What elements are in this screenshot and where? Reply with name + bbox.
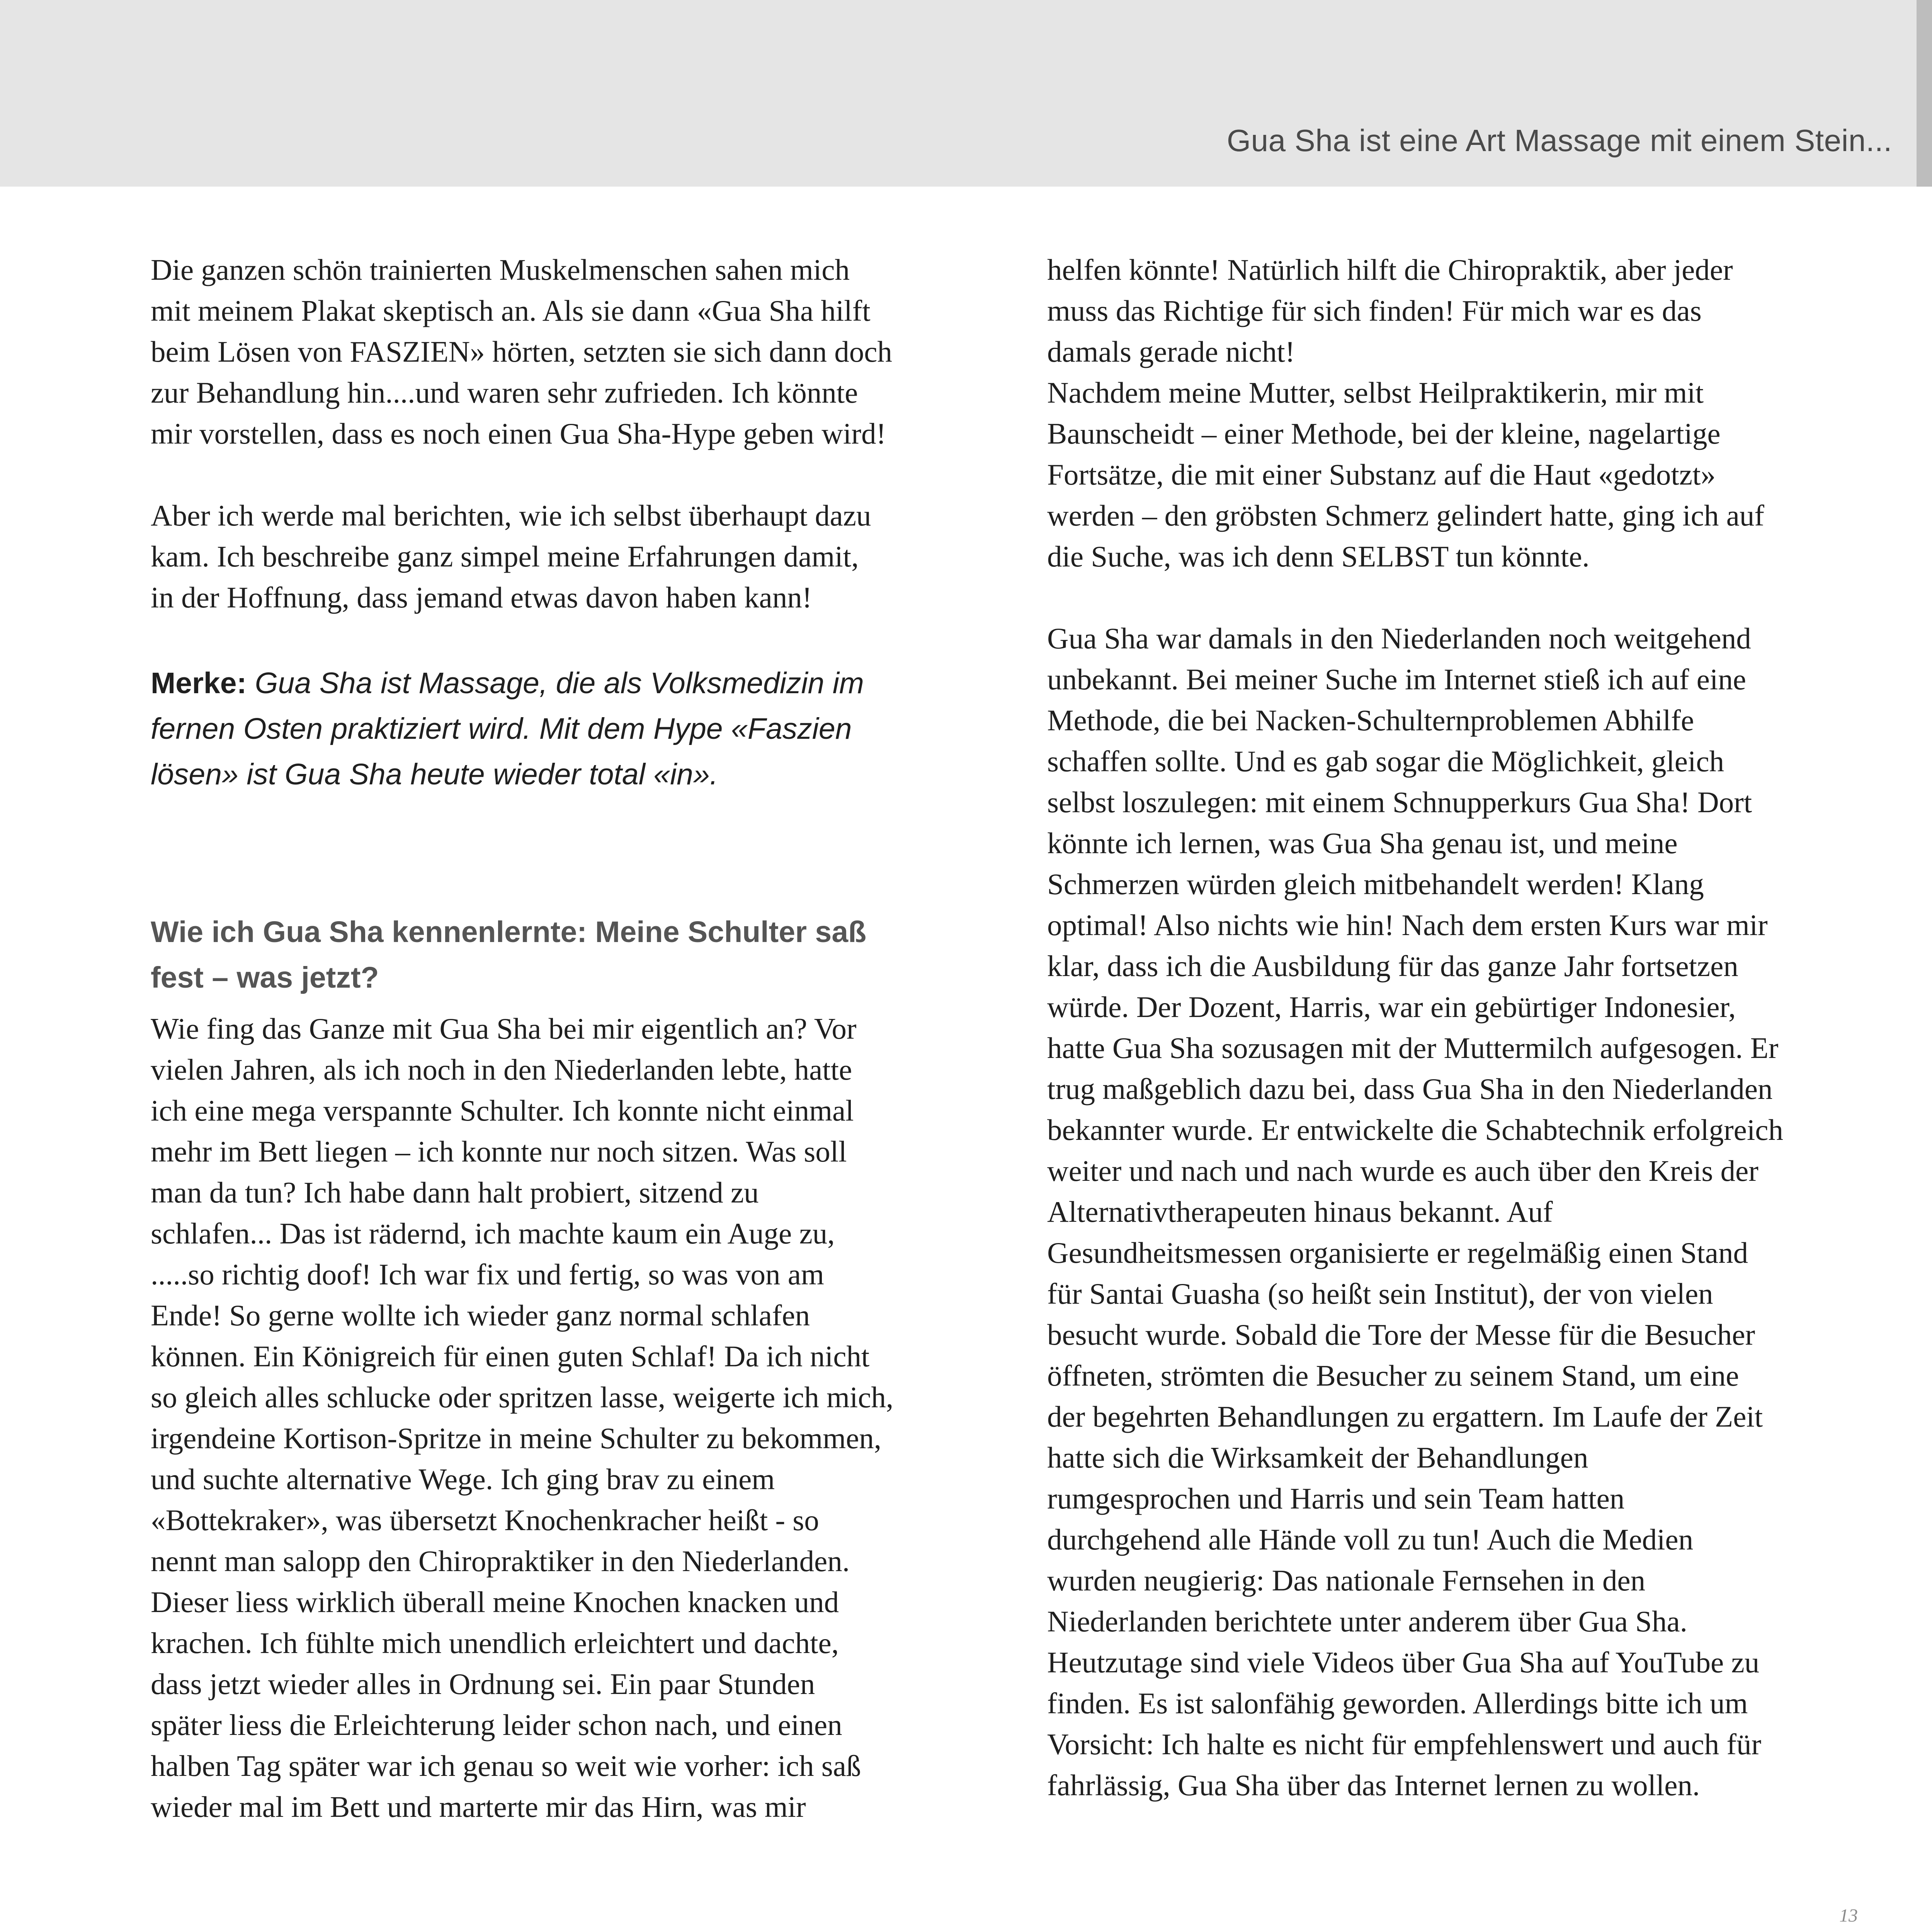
text-line: könnte ich lernen, was Gua Sha genau ist, und meine (1047, 827, 1678, 860)
merke-text: fernen Osten praktiziert wird. Mit dem Hype «Faszien (151, 712, 852, 745)
text-line: schaffen sollte. Und es gab sogar die Möglichkeit, gleich (1047, 745, 1725, 778)
page-header-tab (1917, 0, 1932, 187)
text-line: Vorsicht: Ich halte es nicht für empfehlenswert und auch für (1047, 1728, 1762, 1761)
text-line: Dieser liess wirklich überall meine Knochen knacken und (151, 1585, 839, 1619)
text-line: Aber ich werde mal berichten, wie ich selbst überhaupt dazu (151, 499, 871, 532)
merke-callout (151, 660, 966, 797)
heading-line: Wie ich Gua Sha kennenlernte: Meine Schulter saß (151, 915, 867, 949)
text-line: rumgesprochen und Harris und sein Team hatten (1047, 1482, 1625, 1515)
text-line: unbekannt. Bei meiner Suche im Internet stieß ich auf eine (1047, 663, 1746, 696)
text-line: werden – den gröbsten Schmerz gelindert hatte, ging ich auf (1047, 499, 1764, 532)
text-line: in der Hoffnung, dass jemand etwas davon haben kann! (151, 581, 812, 614)
text-line: man da tun? Ich habe dann halt probiert, sitzend zu (151, 1176, 759, 1209)
text-line: Gesundheitsmessen organisierte er regelmäßig einen Stand (1047, 1236, 1748, 1269)
text-line: halben Tag später war ich genau so weit wie vorher: ich saß (151, 1749, 861, 1782)
merke-label: Merke: (151, 667, 247, 700)
text-line: besucht wurde. Sobald die Tore der Messe für die Besucher (1047, 1318, 1755, 1351)
text-line: .....so richtig doof! Ich war fix und fertig, so was von am (151, 1258, 824, 1291)
text-line: für Santai Guasha (so heißt sein Institut), der von vielen (1047, 1277, 1713, 1310)
text-line: nennt man salopp den Chiropraktiker in den Niederlanden. (151, 1544, 850, 1578)
merke-text: Gua Sha ist Massage, die als Volksmedizin im (247, 667, 864, 700)
text-line: die Suche, was ich denn SELBST tun könnte. (1047, 540, 1590, 573)
text-line: ich eine mega verspannte Schulter. Ich konnte nicht einmal (151, 1094, 854, 1127)
text-line: mir vorstellen, dass es noch einen Gua Sha-Hype geben wird! (151, 417, 886, 450)
text-line: Methode, die bei Nacken-Schulternproblemen Abhilfe (1047, 704, 1694, 737)
page-number: 13 (1839, 1905, 1858, 1926)
text-line: finden. Es ist salonfähig geworden. Allerdings bitte ich um (1047, 1687, 1748, 1720)
text-line: selbst loszulegen: mit einem Schnupperkurs Gua Sha! Dort (1047, 786, 1752, 819)
text-line: Heutzutage sind viele Videos über Gua Sha auf YouTube zu (1047, 1646, 1760, 1679)
text-line: Alternativtherapeuten hinaus bekannt. Auf (1047, 1195, 1553, 1228)
text-line: irgendeine Kortison-Spritze in meine Schulter zu bekommen, (151, 1422, 882, 1455)
text-line: dass jetzt wieder alles in Ordnung sei. Ein paar Stunden (151, 1667, 815, 1701)
text-line: Ende! So gerne wollte ich wieder ganz normal schlafen (151, 1299, 810, 1332)
text-line: würde. Der Dozent, Harris, war ein gebürtiger Indonesier, (1047, 990, 1736, 1024)
section-heading (151, 909, 966, 1000)
text-line: Die ganzen schön trainierten Muskelmenschen sahen mich (151, 253, 850, 286)
text-line: Schmerzen würden gleich mitbehandelt werden! Klang (1047, 867, 1704, 901)
text-line: fahrlässig, Gua Sha über das Internet lernen zu wollen. (1047, 1769, 1700, 1802)
text-line: öffneten, strömten die Besucher zu seinem Stand, um eine (1047, 1359, 1739, 1392)
text-line: Baunscheidt – einer Methode, bei der kleine, nagelartige (1047, 417, 1721, 450)
text-line: wurden neugierig: Das nationale Fernsehen in den (1047, 1564, 1646, 1597)
text-line: Fortsätze, die mit einer Substanz auf die Haut «gedotzt» (1047, 458, 1716, 491)
heading-line: fest – was jetzt? (151, 961, 379, 994)
text-line: wieder mal im Bett und marterte mir das Hirn, was mir (151, 1790, 806, 1823)
text-line: mehr im Bett liegen – ich konnte nur noch sitzen. Was soll (151, 1135, 847, 1168)
text-line: Nachdem meine Mutter, selbst Heilpraktikerin, mir mit (1047, 376, 1704, 409)
text-line: hatte sich die Wirksamkeit der Behandlungen (1047, 1441, 1588, 1474)
paragraph-report (151, 495, 966, 618)
text-line: so gleich alles schlucke oder spritzen lasse, weigerte ich mich, (151, 1381, 894, 1414)
paragraph-intro (151, 249, 966, 454)
text-line: krachen. Ich fühlte mich unendlich erleichtert und dachte, (151, 1626, 839, 1660)
text-line: der begehrten Behandlungen zu ergattern. Im Laufe der Zeit (1047, 1400, 1763, 1433)
text-line: mit meinem Plakat skeptisch an. Als sie dann «Gua Sha hilft (151, 294, 871, 327)
text-line: optimal! Also nichts wie hin! Nach dem ersten Kurs war mir (1047, 908, 1768, 942)
text-line: Niederlanden berichtete unter anderem über Gua Sha. (1047, 1605, 1687, 1638)
running-title: Gua Sha ist eine Art Massage mit einem Stein... (1226, 123, 1892, 158)
text-line: und suchte alternative Wege. Ich ging brav zu einem (151, 1463, 775, 1496)
text-line: durchgehend alle Hände voll zu tun! Auch die Medien (1047, 1523, 1694, 1556)
paragraph-story (151, 1008, 966, 1827)
text-line: kam. Ich beschreibe ganz simpel meine Erfahrungen damit, (151, 540, 859, 573)
text-line: zur Behandlung hin....und waren sehr zufrieden. Ich könnte (151, 376, 858, 409)
text-line: Wie fing das Ganze mit Gua Sha bei mir eigentlich an? Vor (151, 1012, 857, 1045)
text-line: muss das Richtige für sich finden! Für mich war es das (1047, 294, 1702, 327)
text-line: helfen könnte! Natürlich hilft die Chiropraktik, aber jeder (1047, 253, 1733, 286)
text-line: später liess die Erleichterung leider schon nach, und einen (151, 1708, 842, 1742)
text-line: bekannter wurde. Er entwickelte die Schabtechnik erfolgreich (1047, 1113, 1783, 1146)
text-line: weiter und nach und nach wurde es auch über den Kreis der (1047, 1154, 1759, 1187)
paragraph-netherlands (1047, 618, 1862, 1806)
page-header-band (0, 0, 1917, 187)
text-line: hatte Gua Sha sozusagen mit der Muttermilch aufgesogen. Er (1047, 1031, 1779, 1065)
text-line: schlafen... Das ist rädernd, ich machte kaum ein Auge zu, (151, 1217, 835, 1250)
left-column (151, 249, 966, 1827)
right-column (1047, 249, 1862, 1806)
text-line: Gua Sha war damals in den Niederlanden noch weitgehend (1047, 622, 1751, 655)
text-line: beim Lösen von FASZIEN» hörten, setzten sie sich dann doch (151, 335, 892, 368)
text-line: trug maßgeblich dazu bei, dass Gua Sha in den Niederlanden (1047, 1072, 1773, 1105)
text-line: damals gerade nicht! (1047, 335, 1295, 368)
text-line: «Bottekraker», was übersetzt Knochenkracher heißt - so (151, 1503, 819, 1537)
text-line: klar, dass ich die Ausbildung für das ganze Jahr fortsetzen (1047, 949, 1738, 983)
merke-text: lösen» ist Gua Sha heute wieder total «in». (151, 758, 718, 791)
paragraph-continuation (1047, 249, 1862, 577)
text-line: vielen Jahren, als ich noch in den Niederlanden lebte, hatte (151, 1053, 852, 1086)
text-line: können. Ein Königreich für einen guten Schlaf! Da ich nicht (151, 1340, 870, 1373)
